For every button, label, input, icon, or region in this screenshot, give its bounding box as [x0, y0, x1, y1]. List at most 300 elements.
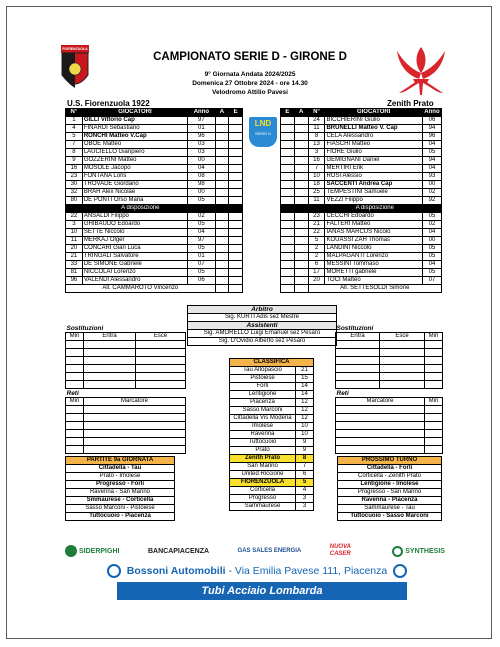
- player-number: 20: [308, 277, 325, 285]
- blank-cell: [336, 365, 380, 373]
- home-goal-row: [66, 406, 186, 414]
- e-cell: [281, 253, 295, 261]
- player-year: 07: [188, 261, 215, 269]
- fixture-text: Lentigione - Imolese: [338, 481, 442, 489]
- sponsor-bancapiacenza: BANCAPIACENZA: [147, 547, 210, 555]
- home-lineup-table: [65, 108, 243, 293]
- player-number: 16: [66, 165, 83, 173]
- player-year: 04: [188, 165, 215, 173]
- away-subs-entra: Entra: [336, 333, 380, 341]
- blank-cell: [425, 446, 443, 454]
- away-player-row: [281, 117, 442, 125]
- player-year: 05: [422, 149, 441, 157]
- fixture-row: [66, 505, 175, 513]
- a-cell: [294, 133, 308, 141]
- sponsor-gas-sales: GAS SALES ENERGIA: [237, 548, 302, 554]
- blank-cell: [425, 438, 443, 446]
- home-goal-row: [66, 446, 186, 454]
- player-year: 05: [422, 269, 441, 277]
- player-name: FIASCHI Matteo: [325, 141, 422, 149]
- away-player-row: [281, 133, 442, 141]
- player-name: TRINGALI Salvatore: [82, 253, 187, 261]
- a-cell: [215, 197, 229, 205]
- player-year: 05: [422, 245, 441, 253]
- away-player-row: [281, 181, 442, 189]
- player-name: MALPAGANTI Lorenzo: [325, 253, 422, 261]
- a-cell: [294, 213, 308, 221]
- away-coach: All. SETTESOLDI Simone: [308, 285, 441, 293]
- bossoni-name: Bossoni Automobili: [126, 565, 226, 577]
- home-sub-row: [66, 365, 186, 373]
- away-subs-esce: Esce: [380, 333, 425, 341]
- away-reserves-row: [281, 205, 442, 213]
- player-year: 00: [188, 189, 215, 197]
- player-name: ROSI Alessio: [325, 173, 422, 181]
- player-number: 32: [66, 189, 83, 197]
- fixture-text: Tuttocuoio - Piacenza: [66, 513, 175, 521]
- blank-cell: [336, 357, 380, 365]
- standings-row: [230, 407, 314, 415]
- lnd-subtext: SERIE D: [254, 131, 271, 136]
- tubi-name: Tubi Acciaio Lombarda: [201, 585, 323, 597]
- standings-row: [230, 391, 314, 399]
- team-name: Tuttocuoio: [230, 439, 296, 447]
- assistente-2: Sig. D'Ovidio Alberto sez Pesaro: [188, 338, 337, 346]
- player-number: 2: [308, 245, 325, 253]
- fixture-text: Cittadella - Forlì: [338, 465, 442, 473]
- blank-cell: [336, 373, 380, 381]
- player-name: GHIBAUDO Edoardo: [82, 221, 187, 229]
- blank-cell: [425, 357, 443, 365]
- player-number: 10: [308, 173, 325, 181]
- home-player-row: [66, 157, 243, 165]
- e-cell: [281, 165, 295, 173]
- player-number: 20: [66, 245, 83, 253]
- blank-cell: [336, 422, 425, 430]
- player-number: 81: [66, 269, 83, 277]
- away-player-row: [281, 149, 442, 157]
- team-name: Progresso: [230, 495, 296, 503]
- e-cell: [281, 229, 295, 237]
- player-number: 11: [308, 197, 325, 205]
- away-sub-row: [336, 373, 443, 381]
- away-reserve-row: [281, 221, 442, 229]
- e-cell: [281, 189, 295, 197]
- a-cell: [215, 245, 229, 253]
- player-name: MERTIRI Erik: [325, 165, 422, 173]
- a-cell: [294, 221, 308, 229]
- player-name: BRUNELLI Matteo V. Cap: [325, 125, 422, 133]
- blank-cell: [380, 341, 425, 349]
- team-points: 3: [296, 503, 314, 511]
- fixture-text: Sammaurese - Tau: [338, 505, 442, 513]
- a-cell: [294, 181, 308, 189]
- blank-cell: [336, 414, 425, 422]
- fixture-text: Tuttocuoio - Sasso Marconi: [338, 513, 442, 521]
- a-cell: [215, 221, 229, 229]
- team-name: United Riccione: [230, 471, 296, 479]
- player-number: 24: [308, 117, 325, 125]
- home-sub-row: [66, 349, 186, 357]
- away-sub-row: [336, 349, 443, 357]
- fixture-text: Progresso - San Marino: [338, 489, 442, 497]
- player-year: 07: [422, 277, 441, 285]
- a-cell: [294, 173, 308, 181]
- away-goal-row: [336, 406, 443, 414]
- away-goals-table: [335, 390, 443, 454]
- away-goals-label: Reti: [336, 390, 349, 397]
- vw-logo-icon: [107, 564, 121, 578]
- player-number: 2: [308, 253, 325, 261]
- a-cell: [294, 125, 308, 133]
- blank-cell: [66, 357, 84, 365]
- sponsor-siderpighi-name: SIDERPIGHI: [79, 547, 120, 555]
- home-subs-esce: Esce: [136, 333, 186, 341]
- blank-cell: [336, 341, 380, 349]
- e-cell: [281, 269, 295, 277]
- team-points: 14: [296, 383, 314, 391]
- a-cell: [294, 253, 308, 261]
- e-cell: [229, 181, 243, 189]
- fixture-row: [66, 497, 175, 505]
- team-name: Ravenna: [230, 431, 296, 439]
- team-points: 10: [296, 423, 314, 431]
- col-n: N°: [66, 109, 83, 117]
- team-points: 9: [296, 439, 314, 447]
- assistente-1: Sig. AMORELLO Luigi Emanuel sez Pesaro: [188, 330, 337, 338]
- e-cell: [281, 133, 295, 141]
- a-cell: [294, 149, 308, 157]
- e-cell: [229, 165, 243, 173]
- e-cell: [229, 213, 243, 221]
- e-cell: [229, 133, 243, 141]
- fixture-row: [66, 473, 175, 481]
- next-fixture-row: [338, 489, 442, 497]
- e-cell: [229, 157, 243, 165]
- away-coach-row: [281, 285, 442, 293]
- team-name: Pistoiese: [230, 375, 296, 383]
- home-goals-marcatore: Marcatore: [84, 398, 186, 406]
- e-cell: [281, 141, 295, 149]
- e-cell: [229, 245, 243, 253]
- blank-cell: [84, 373, 136, 381]
- player-year: 92: [422, 197, 441, 205]
- player-name: FINARDI Sebastiano: [82, 125, 187, 133]
- player-name: SACCENTI Andrea Cap: [325, 181, 422, 189]
- player-year: 06: [422, 117, 441, 125]
- team-points: 10: [296, 431, 314, 439]
- player-number: 22: [66, 213, 83, 221]
- home-subs-min: Min: [66, 333, 84, 341]
- home-reserve-row: [66, 269, 243, 277]
- home-subs-label: Sostituzioni: [66, 325, 104, 332]
- standings-row: [230, 439, 314, 447]
- player-number: 3: [308, 149, 325, 157]
- team-points: 9: [296, 447, 314, 455]
- a-cell: [294, 285, 308, 293]
- blank-cell: [66, 430, 84, 438]
- blank-cell: [66, 373, 84, 381]
- home-goals-min: Min: [66, 398, 84, 406]
- a-cell: [294, 117, 308, 125]
- fixture-text: Progresso - Forlì: [66, 481, 175, 489]
- player-number: 21: [308, 221, 325, 229]
- a-cell: [215, 141, 229, 149]
- lnd-text: LND: [254, 119, 272, 128]
- col-players: GIOCATORI: [82, 109, 187, 117]
- standings-row: [230, 423, 314, 431]
- blank-cell: [336, 406, 425, 414]
- blank-cell: [336, 430, 425, 438]
- a-cell: [215, 237, 229, 245]
- blank-cell: [136, 373, 186, 381]
- away-sub-row: [336, 381, 443, 389]
- a-cell: [294, 165, 308, 173]
- sponsor-synthesis: [392, 546, 445, 557]
- home-reserve-row: [66, 221, 243, 229]
- team-name: San Marino: [230, 463, 296, 471]
- assistenti-label: Assistenti: [188, 322, 337, 330]
- fixture-row: [66, 465, 175, 473]
- blank-cell: [425, 422, 443, 430]
- blank-cell: [84, 446, 186, 454]
- next-fixture-row: [338, 473, 442, 481]
- player-name: GILLI Vittorio Cap: [82, 117, 187, 125]
- standings-row: [230, 455, 314, 463]
- blank-cell: [380, 349, 425, 357]
- reserves-label: A disposizione: [308, 205, 441, 213]
- player-name: KOUASSI ZAH Thomas: [325, 237, 422, 245]
- e-cell: [229, 125, 243, 133]
- e-cell: [229, 205, 243, 213]
- team-name: Piacenza: [230, 399, 296, 407]
- col-a: A: [215, 109, 229, 117]
- player-name: CONCARI Gian Luca: [82, 245, 187, 253]
- team-name: Lentigione: [230, 391, 296, 399]
- standings-table: [229, 358, 314, 511]
- standings-title: CLASSIFICA: [230, 359, 314, 367]
- player-name: LANDINI Niccolò: [325, 245, 422, 253]
- next-fixture-row: [338, 481, 442, 489]
- player-year: 02: [422, 189, 441, 197]
- team-name: Prato: [230, 447, 296, 455]
- player-name: FONTANA Loris: [82, 173, 187, 181]
- player-year: 96: [422, 133, 441, 141]
- fixture-text: Ravenna - Piacenza: [338, 497, 442, 505]
- blank-cell: [84, 438, 186, 446]
- away-player-row: [281, 125, 442, 133]
- e-cell: [281, 181, 295, 189]
- away-goal-row: [336, 438, 443, 446]
- player-year: 97: [188, 237, 215, 245]
- blank-cell: [66, 349, 84, 357]
- player-name: DE SIMONE Gabriele: [82, 261, 187, 269]
- player-name: RONCHI Matteo V.Cap: [82, 133, 187, 141]
- away-lineup-table: [280, 108, 442, 293]
- player-number: 10: [66, 229, 83, 237]
- a-cell: [215, 285, 229, 293]
- player-name: BRAH Alex Nicolae: [82, 189, 187, 197]
- e-cell: [229, 189, 243, 197]
- fixture-row: [66, 481, 175, 489]
- player-number: 1: [66, 117, 83, 125]
- player-name: NICCOLAI Lorenzo: [82, 269, 187, 277]
- blank-cell: [136, 349, 186, 357]
- e-cell: [281, 237, 295, 245]
- team-name: Sasso Marconi: [230, 407, 296, 415]
- blank-cell: [66, 422, 84, 430]
- e-cell: [229, 229, 243, 237]
- player-name: FALTERI Matteo: [325, 221, 422, 229]
- a-cell: [215, 253, 229, 261]
- player-year: 04: [422, 165, 441, 173]
- blank-cell: [380, 373, 425, 381]
- player-year: 05: [188, 221, 215, 229]
- team-points: 21: [296, 367, 314, 375]
- player-number: 7: [308, 165, 325, 173]
- col-players: GIOCATORI: [325, 109, 422, 117]
- a-cell: [215, 165, 229, 173]
- player-name: ANSALDI Filippo: [82, 213, 187, 221]
- blank-cell: [84, 365, 136, 373]
- blank-cell: [66, 341, 84, 349]
- home-reserve-row: [66, 277, 243, 285]
- away-reserve-row: [281, 213, 442, 221]
- blank-cell: [66, 414, 84, 422]
- away-player-row: [281, 157, 442, 165]
- a-cell: [215, 149, 229, 157]
- fixture-text: Cittadella - Tau: [66, 465, 175, 473]
- standings-row: [230, 399, 314, 407]
- arbitro-label: Arbitro: [188, 306, 337, 314]
- a-cell: [215, 189, 229, 197]
- col-e: E: [229, 109, 243, 117]
- col-e: E: [281, 109, 295, 117]
- blank-cell: [425, 381, 443, 389]
- player-year: 04: [422, 261, 441, 269]
- bossoni-address: - Via Emilia Pavese 111, Piacenza: [225, 565, 388, 577]
- blank-cell: [425, 349, 443, 357]
- team-name: Forlì: [230, 383, 296, 391]
- home-goals-label: Reti: [66, 390, 79, 397]
- blank-cell: [84, 341, 136, 349]
- player-number: 3: [66, 221, 83, 229]
- home-goal-row: [66, 438, 186, 446]
- e-cell: [281, 245, 295, 253]
- e-cell: [281, 197, 295, 205]
- home-player-row: [66, 125, 243, 133]
- a-cell: [294, 197, 308, 205]
- standings-row: [230, 471, 314, 479]
- away-reserve-row: [281, 245, 442, 253]
- player-name: VEZZI Filippo: [325, 197, 422, 205]
- player-year: 00: [188, 157, 215, 165]
- away-sub-row: [336, 357, 443, 365]
- e-cell: [281, 173, 295, 181]
- blank-cell: [425, 430, 443, 438]
- home-player-row: [66, 133, 243, 141]
- next-round-table: [337, 456, 442, 521]
- away-sub-row: [336, 341, 443, 349]
- home-coach: All. CAMMAROTO Vincenzo: [66, 285, 216, 293]
- player-name: TOCI Matteo: [325, 277, 422, 285]
- a-cell: [215, 133, 229, 141]
- a-cell: [215, 229, 229, 237]
- a-cell: [215, 157, 229, 165]
- away-subs-min: Min: [425, 333, 443, 341]
- player-year: 00: [422, 237, 441, 245]
- player-number: 5: [66, 133, 83, 141]
- crest-caption: FIORENZUOLA: [62, 47, 88, 51]
- fixture-text: Sasso Marconi - Pistoiese: [66, 505, 175, 513]
- away-reserve-row: [281, 229, 442, 237]
- player-name: TROVADE Giordano: [82, 181, 187, 189]
- player-year: 97: [188, 117, 215, 125]
- away-player-row: [281, 165, 442, 173]
- player-year: 06: [188, 277, 215, 285]
- home-reserve-row: [66, 261, 243, 269]
- team-points: 12: [296, 415, 314, 423]
- e-cell: [281, 149, 295, 157]
- prato-lily-icon: [391, 43, 451, 99]
- venue: Velodromo Attilio Pavesi: [212, 89, 288, 96]
- away-goal-row: [336, 422, 443, 430]
- e-cell: [281, 261, 295, 269]
- player-name: GEMIGNANI Daniel: [325, 157, 422, 165]
- fixtures-table: [65, 456, 175, 521]
- blank-cell: [84, 357, 136, 365]
- blank-cell: [336, 381, 380, 389]
- player-year: 01: [188, 253, 215, 261]
- blank-cell: [336, 446, 425, 454]
- blank-cell: [66, 365, 84, 373]
- home-header-row: [66, 109, 243, 117]
- a-cell: [215, 213, 229, 221]
- player-number: 5: [308, 237, 325, 245]
- blank-cell: [380, 381, 425, 389]
- standings-row: [230, 495, 314, 503]
- player-year: 94: [422, 157, 441, 165]
- fixture-row: [66, 513, 175, 521]
- home-reserve-row: [66, 253, 243, 261]
- away-reserve-row: [281, 269, 442, 277]
- blank-cell: [425, 373, 443, 381]
- e-cell: [229, 141, 243, 149]
- player-number: 11: [66, 237, 83, 245]
- e-cell: [281, 277, 295, 285]
- away-player-row: [281, 173, 442, 181]
- player-name: DE PONTI Orso Maria: [82, 197, 187, 205]
- away-player-row: [281, 189, 442, 197]
- player-year: 05: [422, 213, 441, 221]
- player-name: OBOE Matteo: [82, 141, 187, 149]
- team-name: Sammaurese: [230, 503, 296, 511]
- player-name: TEMPESTINI Samuele: [325, 189, 422, 197]
- a-cell: [294, 245, 308, 253]
- home-player-row: [66, 181, 243, 189]
- player-number: 9: [66, 157, 83, 165]
- lnd-badge: [249, 117, 277, 147]
- fixture-row: [66, 489, 175, 497]
- standings-row: [230, 415, 314, 423]
- a-cell: [294, 189, 308, 197]
- player-name: CECCHI Edoardo: [325, 213, 422, 221]
- player-name: MESSINI Tommaso: [325, 261, 422, 269]
- sponsor-nuova-caser: NUOVA CASER: [329, 544, 351, 557]
- col-n: N°: [308, 109, 325, 117]
- home-player-row: [66, 189, 243, 197]
- player-name: BICCHIERINI Giulio: [325, 117, 422, 125]
